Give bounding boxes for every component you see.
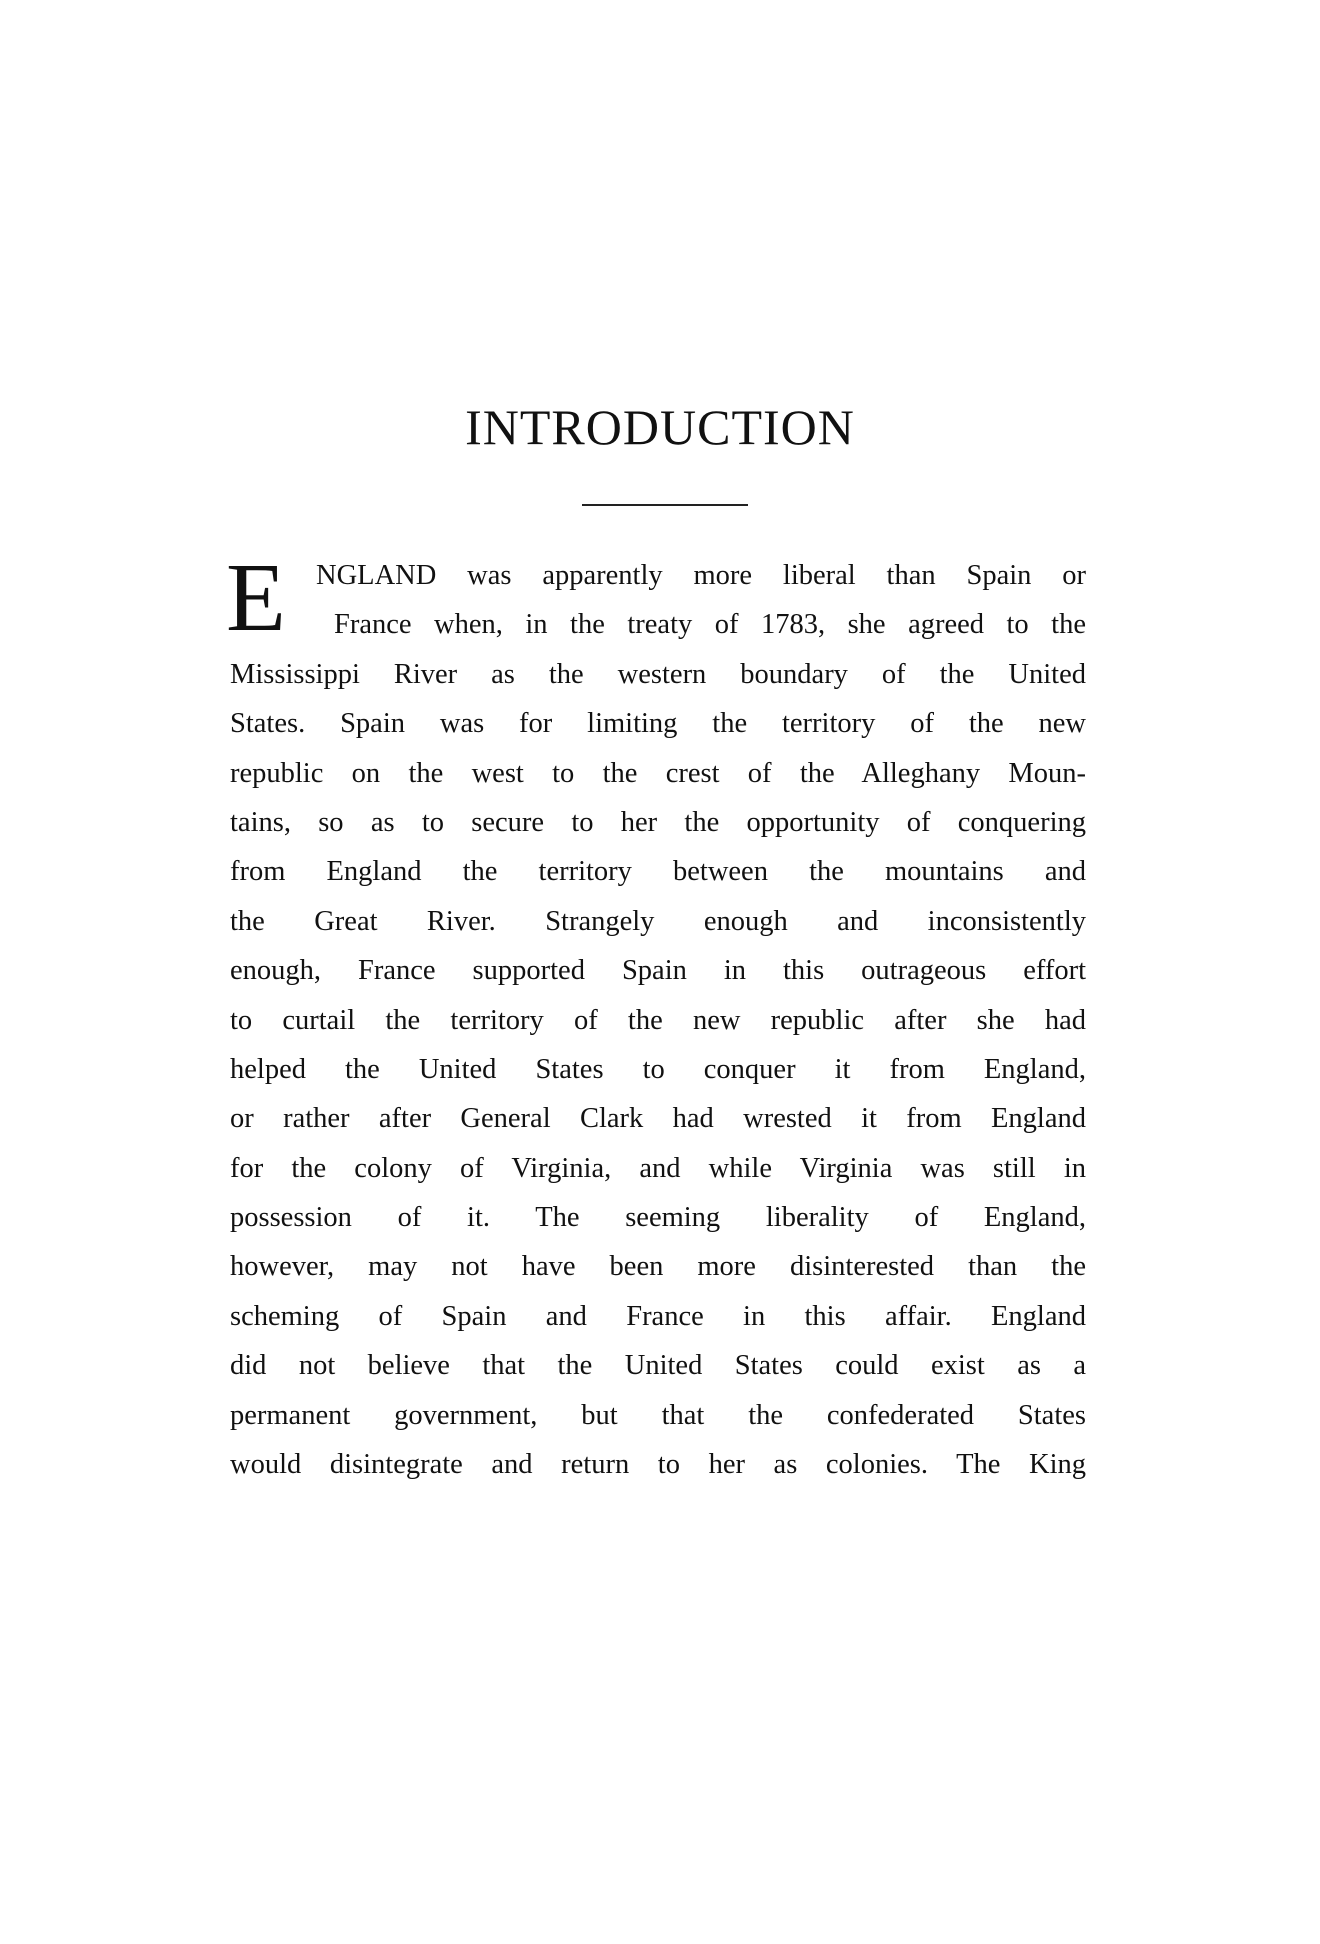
text-line: permanent government, but that the confederated States: [230, 1399, 1086, 1431]
drop-cap: E: [226, 544, 286, 652]
text-line: however, may not have been more disinterested than the: [230, 1251, 1086, 1283]
text-line: France when, in the treaty of 1783, she agreed to the: [334, 609, 1086, 641]
text-line: tains, so as to secure to her the opportunity of conquering: [230, 806, 1086, 838]
text-line: Mississippi River as the western boundary of the United: [230, 658, 1086, 690]
text-line: possession of it. The seeming liberality of England,: [230, 1202, 1086, 1234]
text-line: did not believe that the United States could exist as a: [230, 1350, 1086, 1382]
text-line: the Great River. Strangely enough and inconsistently: [230, 905, 1086, 937]
text-line: from England the territory between the mountains and: [230, 856, 1086, 888]
text-line: helped the United States to conquer it from England,: [230, 1053, 1086, 1085]
title-divider: [582, 504, 748, 506]
text-line: republic on the west to the crest of the Alleghany Moun-: [230, 757, 1086, 789]
body-text: [230, 551, 1086, 1489]
text-line: for the colony of Virginia, and while Virginia was still in: [230, 1152, 1086, 1184]
page-title: INTRODUCTION: [465, 399, 855, 455]
text-line: would disintegrate and return to her as colonies. The King: [230, 1449, 1086, 1481]
text-line: States. Spain was for limiting the territory of the new: [230, 708, 1086, 740]
text-line: scheming of Spain and France in this affair. England: [230, 1300, 1086, 1332]
text-line: NGLAND was apparently more liberal than Spain or: [316, 560, 1086, 591]
text-line: enough, France supported Spain in this outrageous effort: [230, 955, 1086, 987]
text-line: to curtail the territory of the new republic after she had: [230, 1004, 1086, 1036]
text-line: or rather after General Clark had wrested it from England: [230, 1103, 1086, 1135]
